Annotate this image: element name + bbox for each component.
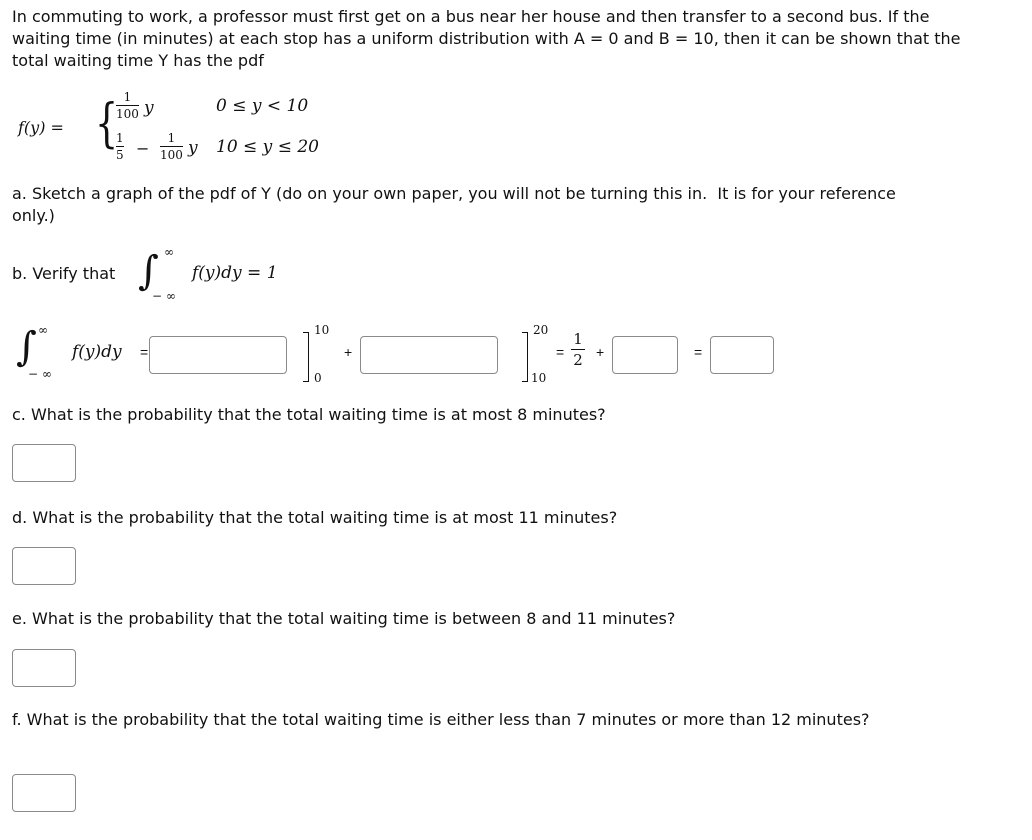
piece2-const-num: 1: [116, 131, 124, 145]
part-b-integral: [138, 246, 338, 306]
half-den: 2: [573, 351, 583, 369]
part-e-text: e. What is the probability that the total waiting time is between 8 and 11 minutes?: [12, 609, 676, 628]
left-brace: {: [94, 94, 119, 154]
half-num: 1: [573, 330, 583, 348]
answer-box-4[interactable]: [710, 336, 774, 374]
integral-sign-2: ∫: [16, 324, 37, 370]
eval2-upper: 20: [533, 323, 549, 337]
part-b-text: b. Verify that: [12, 264, 116, 283]
eq-integrand: f(y)dy: [72, 342, 122, 362]
part-e-answer[interactable]: [12, 649, 76, 687]
part-c-text: c. What is the probability that the total waiting time is at most 8 minutes?: [12, 405, 606, 424]
piece2-var: y: [188, 138, 198, 158]
piece2-const-den: 5: [116, 148, 124, 162]
problem-intro: In commuting to work, a professor must first get on a bus near her house and then transfer to a second bus. If the waiting time (in minutes) at each stop has a uniform distribution with A = 0 and B = 10, then it can be shown that the total waiting time Y has the pdf: [12, 7, 966, 70]
piece1-condition: 0 ≤ y < 10: [216, 96, 309, 116]
integral-2-upper-limit: ∞: [38, 323, 48, 337]
part-a-text: a. Sketch a graph of the pdf of Y (do on your own paper, you will not be turning this in. It is for your reference only.): [12, 184, 901, 225]
piece1-coef-num: 1: [123, 90, 132, 104]
piece2-coef-num: 1: [167, 131, 176, 145]
eval2-lower: 10: [531, 371, 547, 385]
eq-equals-2: =: [556, 344, 565, 360]
eq-half: [571, 330, 585, 369]
part-b-equation: [0, 318, 1032, 388]
pdf-lhs: f(y) =: [18, 118, 64, 137]
piece2-condition: 10 ≤ y ≤ 20: [216, 137, 319, 157]
piece2-const: [116, 131, 124, 162]
answer-box-1[interactable]: [149, 336, 287, 374]
piece2-coef-den: 100: [160, 148, 183, 162]
integral-2-lower-limit: − ∞: [28, 367, 52, 381]
piece2-coef: [160, 131, 183, 162]
eval-bar-2: [522, 332, 528, 382]
integrand-equals-one: f(y)dy = 1: [192, 263, 278, 283]
part-d-answer[interactable]: [12, 547, 76, 585]
eq-equals-1: =: [140, 344, 149, 360]
part-c-answer[interactable]: [12, 444, 76, 482]
integral-lower-limit: − ∞: [152, 289, 176, 303]
piece1-coef: [116, 90, 139, 121]
integral-sign: ∫: [138, 248, 159, 294]
piece1-coef-den: 100: [116, 107, 139, 121]
part-f-answer[interactable]: [12, 774, 76, 812]
eq-plus-2: +: [596, 344, 605, 360]
eq-equals-3: =: [694, 344, 703, 360]
eval1-lower: 0: [314, 371, 322, 385]
eval-bar-1: [303, 332, 309, 382]
answer-box-2[interactable]: [360, 336, 498, 374]
integral-upper-limit: ∞: [164, 245, 174, 259]
pdf-definition: [0, 90, 400, 170]
eq-plus-1: +: [344, 344, 353, 360]
answer-box-3[interactable]: [612, 336, 678, 374]
part-d-text: d. What is the probability that the total waiting time is at most 11 minutes?: [12, 508, 618, 527]
piece2-minus: −: [136, 139, 150, 158]
part-f-text: f. What is the probability that the total waiting time is either less than 7 minutes or more than 12 minutes?: [12, 710, 870, 729]
eval1-upper: 10: [314, 323, 330, 337]
piece1-var: y: [144, 98, 154, 118]
